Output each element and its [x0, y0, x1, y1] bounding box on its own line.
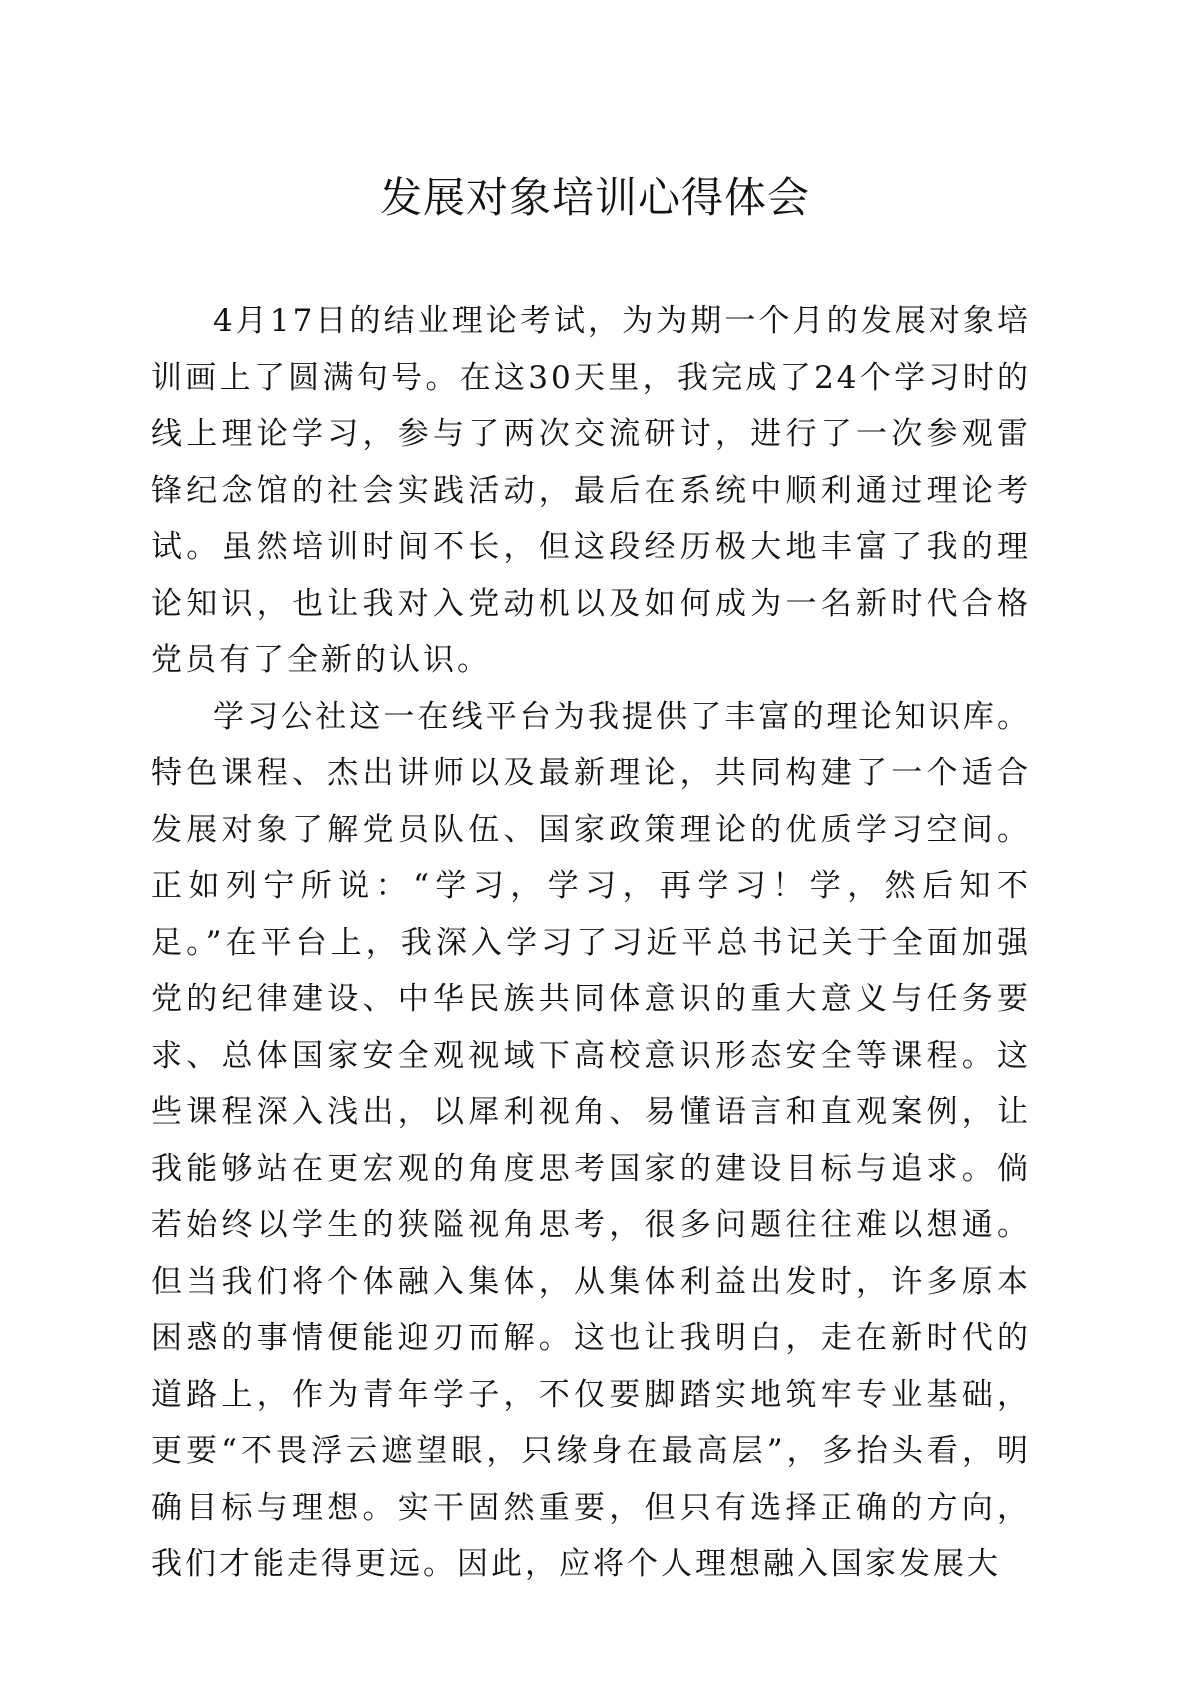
document-title: 发展对象培训心得体会 [379, 173, 810, 222]
paragraph-1: 4月17日的结业理论考试，为为期一个月的发展对象培训画上了圆满句号。在这30天里，我完成了24个学习时的线上理论学习，参与了两次交流研讨，进行了一次参观雷锋纪念馆的社会实践活动，最后在系统中顺利通过理论考试。虽然培训时间不长，但这段经历极大地丰富了我的理论知识，也让我对入党动机以及如何成为一名新时代合格党员有了全新的认识。 [151, 303, 1031, 678]
document-body [151, 293, 1031, 1593]
paragraph-2: 学习公社这一在线平台为我提供了丰富的理论知识库。特色课程、杰出讲师以及最新理论，共同构建了一个适合发展对象了解党员队伍、国家政策理论的优质学习空间。正如列宁所说：“学习，学习，再学习！学，然后知不足。”在平台上，我深入学习了习近平总书记关于全面加强党的纪律建设、中华民族共同体意识的重大意义与任务要求、总体国家安全观视域下高校意识形态安全等课程。这些课程深入浅出，以犀利视角、易懂语言和直观案例，让我能够站在更宏观的角度思考国家的建设目标与追求。倘若始终以学生的狭隘视角思考，很多问题往往难以想通。但当我们将个体融入集体，从集体利益出发时，许多原本困惑的事情便能迎刃而解。这也让我明白，走在新时代的道路上，作为青年学子，不仅要脚踏实地筑牢专业基础，更要“不畏浮云遮望眼，只缘身在最高层”，多抬头看，明确目标与理想。实干固然重要，但只有选择正确的方向，我们才能走得更远。因此，应将个人理想融入国家发展大 [151, 698, 1031, 1582]
